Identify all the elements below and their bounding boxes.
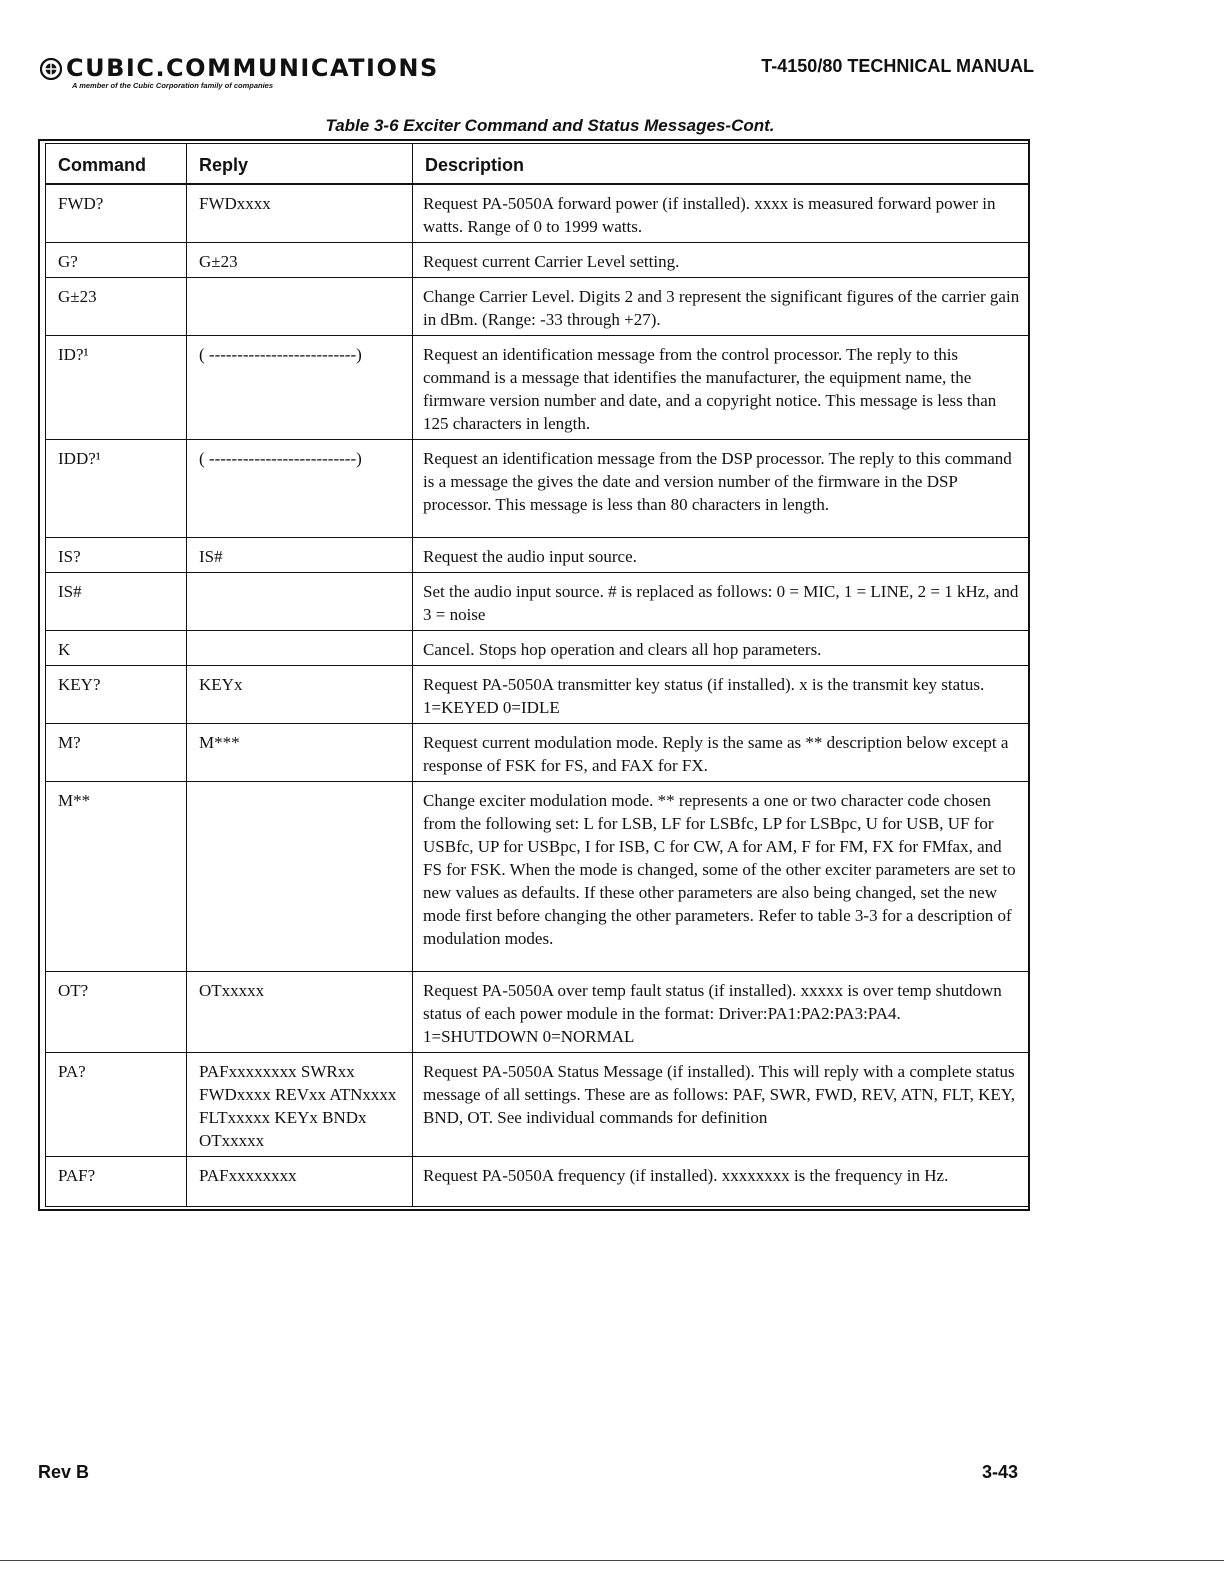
table-row bbox=[46, 278, 1029, 336]
command-cell: IS? bbox=[46, 538, 187, 573]
command-cell: PAF? bbox=[46, 1157, 187, 1207]
description-cell: Request an identification message from the DSP processor. The reply to this command is a message the gives the date and version number of the firmware in the DSP processor. This message is less than 80 characters in length. bbox=[413, 440, 1029, 538]
description-cell: Request the audio input source. bbox=[413, 538, 1029, 573]
command-cell: K bbox=[46, 631, 187, 666]
description-cell: Request PA-5050A over temp fault status (if installed). xxxxx is over temp shutdown status of each power module in the format: Driver:PA1:PA2:PA3:PA4. 1=SHUTDOWN 0=NORMAL bbox=[413, 972, 1029, 1053]
command-cell: OT? bbox=[46, 972, 187, 1053]
reply-cell bbox=[187, 782, 413, 972]
description-cell: Request current modulation mode. Reply is the same as ** description below except a response of FSK for FS, and FAX for FX. bbox=[413, 724, 1029, 782]
description-cell: Request PA-5050A forward power (if installed). xxxx is measured forward power in watts. Range of 0 to 1999 watts. bbox=[413, 184, 1029, 243]
bottom-rule bbox=[0, 1560, 1224, 1561]
description-cell: Request an identification message from the control processor. The reply to this command is a message that identifies the manufacturer, the equipment name, the firmware version number and date, and a copyright notice. This message is less than 125 characters in length. bbox=[413, 336, 1029, 440]
command-cell: IS# bbox=[46, 573, 187, 631]
table-row bbox=[46, 336, 1029, 440]
table-row bbox=[46, 1157, 1029, 1207]
table-row bbox=[46, 440, 1029, 538]
table-row bbox=[46, 666, 1029, 724]
manual-title: T-4150/80 TECHNICAL MANUAL bbox=[761, 56, 1034, 76]
reply-cell: ( --------------------------) bbox=[187, 336, 413, 440]
header-command: Command bbox=[46, 144, 187, 185]
command-table-frame bbox=[38, 139, 1030, 1211]
reply-cell: KEYx bbox=[187, 666, 413, 724]
description-cell: Set the audio input source. # is replaced as follows: 0 = MIC, 1 = LINE, 2 = 1 kHz, and 3 = noise bbox=[413, 573, 1029, 631]
table-row bbox=[46, 724, 1029, 782]
reply-cell: IS# bbox=[187, 538, 413, 573]
table-row bbox=[46, 631, 1029, 666]
reply-cell: FWDxxxx bbox=[187, 184, 413, 243]
description-cell: Cancel. Stops hop operation and clears all hop parameters. bbox=[413, 631, 1029, 666]
command-cell: KEY? bbox=[46, 666, 187, 724]
description-cell: Change exciter modulation mode. ** represents a one or two character code chosen from the following set: L for LSB, LF for LSBfc, LP for LSBpc, U for USB, UF for USBfc, UP for USBpc, I for ISB, C for CW, A for AM, F for FM, FX for FMfax, and FS for FSK. When the mode is changed, some of the other exciter parameters are set to new values as defaults. If these other parameters are also being changed, set the new mode first before changing the other parameters. Refer to table 3-3 for a description of modulation modes. bbox=[413, 782, 1029, 972]
table-row bbox=[46, 538, 1029, 573]
description-cell: Request current Carrier Level setting. bbox=[413, 243, 1029, 278]
logo-subtitle: A member of the Cubic Corporation family of companies bbox=[72, 81, 273, 90]
description-cell: Request PA-5050A transmitter key status (if installed). x is the transmit key status. 1=KEYED 0=IDLE bbox=[413, 666, 1029, 724]
page-number: 3-43 bbox=[982, 1462, 1019, 1482]
reply-cell: PAFxxxxxxxx bbox=[187, 1157, 413, 1207]
command-cell: PA? bbox=[46, 1053, 187, 1157]
table-row bbox=[46, 243, 1029, 278]
command-cell: ID?¹ bbox=[46, 336, 187, 440]
revision-label: Rev B bbox=[38, 1462, 90, 1482]
reply-cell bbox=[187, 278, 413, 336]
logo-text: CUBIC.COMMUNICATIONS bbox=[66, 54, 439, 82]
description-cell: Change Carrier Level. Digits 2 and 3 represent the significant figures of the carrier gain in dBm. (Range: -33 through +27). bbox=[413, 278, 1029, 336]
reply-cell: OTxxxxx bbox=[187, 972, 413, 1053]
reply-cell: G±23 bbox=[187, 243, 413, 278]
reply-cell: M*** bbox=[187, 724, 413, 782]
table-row bbox=[46, 573, 1029, 631]
command-cell: IDD?¹ bbox=[46, 440, 187, 538]
reply-cell bbox=[187, 631, 413, 666]
command-cell: FWD? bbox=[46, 184, 187, 243]
table-body bbox=[46, 184, 1029, 1207]
table-row bbox=[46, 782, 1029, 972]
command-table bbox=[45, 143, 1029, 1207]
reply-cell: PAFxxxxxxxx SWRxx FWDxxxx REVxx ATNxxxx FLTxxxxx KEYx BNDx OTxxxxx bbox=[187, 1053, 413, 1157]
table-title: Table 3-6 Exciter Command and Status Messages-Cont. bbox=[325, 116, 775, 135]
command-cell: G? bbox=[46, 243, 187, 278]
header-reply: Reply bbox=[187, 144, 413, 185]
command-cell: M? bbox=[46, 724, 187, 782]
company-logo bbox=[40, 54, 500, 96]
table-row bbox=[46, 184, 1029, 243]
description-cell: Request PA-5050A Status Message (if installed). This will reply with a complete status message of all settings. These are as follows: PAF, SWR, FWD, REV, ATN, FLT, KEY, BND, OT. See individual commands for definition bbox=[413, 1053, 1029, 1157]
cubic-globe-icon bbox=[40, 58, 62, 80]
header-description: Description bbox=[413, 144, 1029, 185]
command-cell: M** bbox=[46, 782, 187, 972]
reply-cell: ( --------------------------) bbox=[187, 440, 413, 538]
command-cell: G±23 bbox=[46, 278, 187, 336]
table-row bbox=[46, 1053, 1029, 1157]
table-row bbox=[46, 972, 1029, 1053]
reply-cell bbox=[187, 573, 413, 631]
description-cell: Request PA-5050A frequency (if installed). xxxxxxxx is the frequency in Hz. bbox=[413, 1157, 1029, 1207]
table-header-row bbox=[46, 144, 1029, 185]
